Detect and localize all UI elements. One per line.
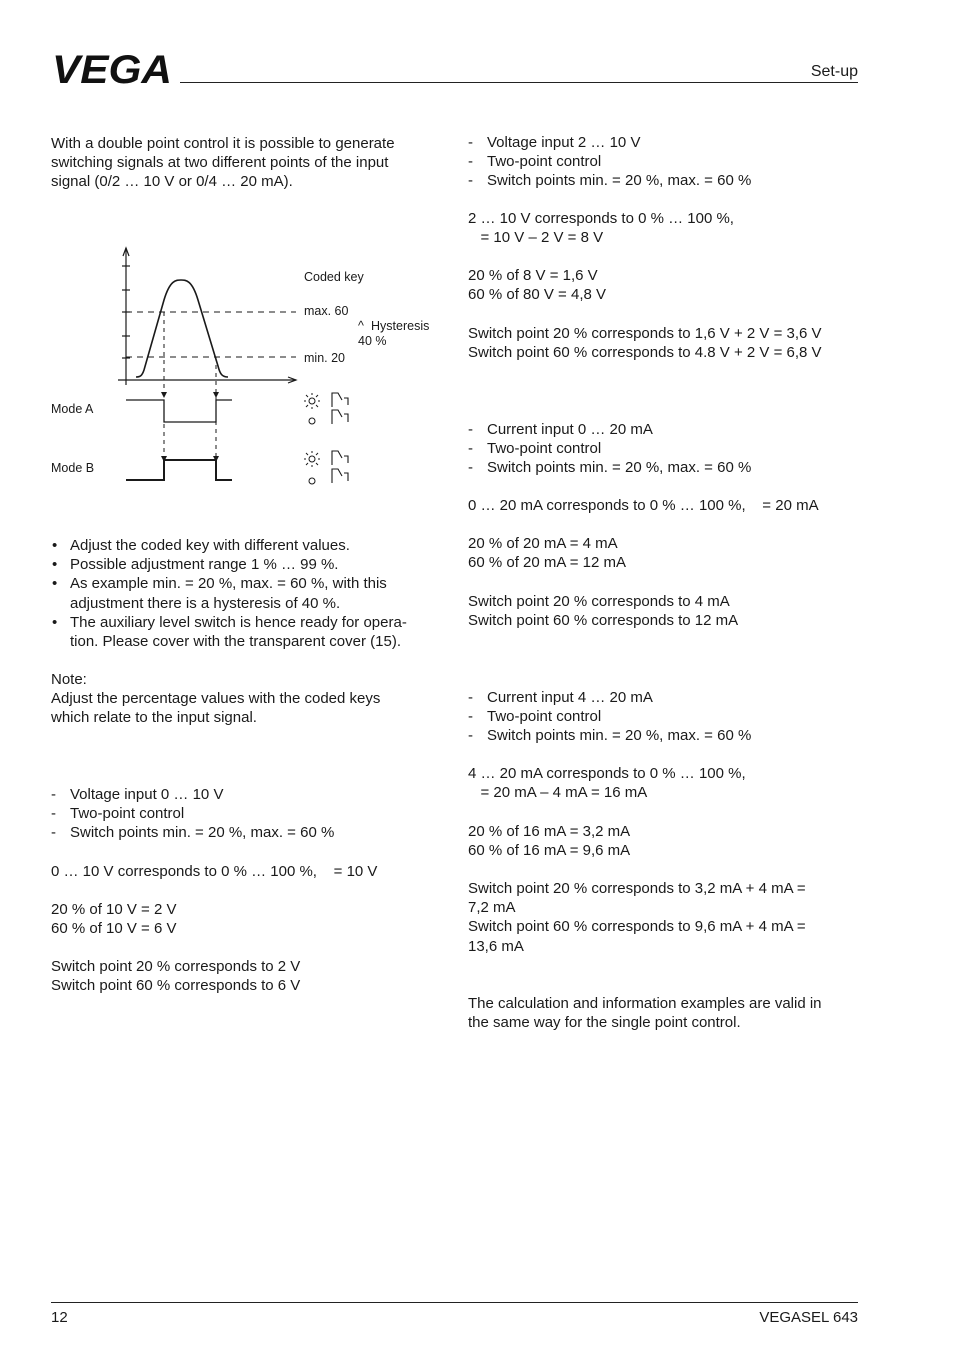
switch-block — [51, 957, 300, 995]
switch-line: Switch point 20 % corresponds to 1,6 V + 2 V = 3,6 V — [468, 325, 822, 342]
percent-line: 20 % of 20 mA = 4 mA — [468, 535, 618, 552]
range-line: = 20 mA – 4 mA = 16 mA — [468, 784, 648, 802]
note-line: Adjust the percentage values with the coded keys — [51, 690, 381, 708]
mode-a-label: Mode A — [51, 402, 94, 416]
percent-line: 20 % of 10 V = 2 V — [51, 901, 177, 918]
signal-axes — [118, 248, 296, 385]
list-item: - Two-point control — [468, 439, 751, 458]
switch-line: Switch point 60 % corresponds to 12 mA — [468, 612, 739, 630]
switch-line: Switch point 60 % corresponds to 9,6 mA + 4 mA = — [468, 918, 806, 936]
page-number: 12 — [51, 1309, 68, 1326]
ex1-switch-block — [468, 324, 822, 362]
relay-open-icon — [332, 410, 348, 424]
percent-line: 20 % of 8 V = 1,6 V — [468, 267, 598, 284]
ex2-switch-block — [468, 592, 738, 630]
section-title: Set-up — [810, 63, 858, 80]
ex2-percent-block — [468, 534, 626, 572]
percent-line: 60 % of 80 V = 4,8 V — [468, 286, 607, 304]
projection-arrows — [161, 392, 219, 462]
led-off-icon — [309, 478, 315, 484]
percent-line: 60 % of 20 mA = 12 mA — [468, 554, 627, 572]
hysteresis-caret: ^ — [358, 319, 364, 333]
ex3-range-block — [468, 764, 746, 802]
relay-closed-icon — [332, 393, 348, 407]
bullet-line: adjustment there is a hysteresis of 40 %. — [70, 594, 341, 612]
range-line: 0 … 10 V corresponds to 0 % … 100 %, = 10 V — [51, 863, 378, 880]
range-line: 4 … 20 mA corresponds to 0 % … 100 %, — [468, 765, 746, 782]
bullet-item — [51, 536, 441, 555]
relay-closed-icon — [332, 451, 348, 465]
list-item: - Switch points min. = 20 %, max. = 60 % — [468, 458, 751, 477]
mode-b-waveform — [126, 460, 232, 480]
example-current-0-20-list — [468, 420, 751, 478]
header — [0, 0, 954, 100]
mode-b-label: Mode B — [51, 461, 95, 475]
intro-line: switching signals at two different points of the input — [51, 154, 389, 172]
percent-line: 60 % of 10 V = 6 V — [51, 920, 177, 938]
range-line: 0 … 20 mA corresponds to 0 % … 100 %, = 20 mA — [468, 497, 819, 514]
closing-line: the same way for the single point control. — [468, 1014, 741, 1032]
switch-line: Switch point 60 % corresponds to 4.8 V + 2 V = 6,8 V — [468, 344, 822, 362]
ex3-percent-block — [468, 822, 630, 860]
ex1-range-block — [468, 209, 734, 247]
intro-paragraph — [51, 134, 395, 192]
switch-line: 7,2 mA — [468, 899, 516, 917]
switch-line: Switch point 60 % corresponds to 6 V — [51, 977, 301, 995]
relay-open-icon — [332, 469, 348, 483]
range-line: = 10 V – 2 V = 8 V — [468, 229, 604, 247]
bullet-line: Possible adjustment range 1 % … 99 %. — [70, 556, 339, 574]
example-voltage-2-10-list — [468, 133, 751, 191]
signal-curve — [136, 280, 228, 377]
switch-line: Switch point 20 % corresponds to 2 V — [51, 958, 301, 975]
switch-line: 13,6 mA — [468, 937, 524, 955]
ex3-switch-block — [468, 879, 806, 956]
bullet-line: Adjust the coded key with different values. — [70, 537, 350, 554]
bullet-item — [51, 613, 441, 651]
footer-rule — [51, 1302, 858, 1303]
max-label: max. 60 — [304, 304, 349, 318]
hysteresis-value: 40 % — [358, 334, 387, 348]
led-off-icon — [309, 418, 315, 424]
intro-line: With a double point control it is possible to generate — [51, 135, 395, 152]
instruction-bullets — [51, 536, 441, 651]
list-item: - Switch points min. = 20 %, max. = 60 % — [468, 726, 751, 745]
list-item: - Two-point control — [468, 152, 751, 171]
example-current-4-20-list — [468, 688, 751, 746]
led-on-icon — [304, 451, 320, 467]
list-item: - Voltage input 2 … 10 V — [468, 133, 751, 152]
mode-a-waveform — [126, 400, 232, 422]
example-voltage-0-10-list — [51, 785, 334, 843]
vega-logo — [52, 52, 174, 86]
bullet-item — [51, 555, 441, 574]
bullet-line: tion. Please cover with the transparent cover (15). — [70, 633, 401, 651]
percent-line: 60 % of 16 mA = 9,6 mA — [468, 842, 631, 860]
list-item: - Two-point control — [468, 707, 751, 726]
intro-line: signal (0/2 … 10 V or 0/4 … 20 mA). — [51, 173, 293, 191]
closing-paragraph — [468, 994, 822, 1032]
ex1-percent-block — [468, 266, 606, 304]
note-line: which relate to the input signal. — [51, 709, 257, 727]
range-line: 2 … 10 V corresponds to 0 % … 100 %, — [468, 210, 734, 227]
list-item: - Switch points min. = 20 %, max. = 60 % — [51, 823, 334, 842]
list-item: - Current input 4 … 20 mA — [468, 688, 751, 707]
document-name: VEGASEL 643 — [759, 1309, 858, 1326]
bullet-line: The auxiliary level switch is hence ready for opera- — [70, 613, 407, 631]
closing-line: The calculation and information examples are valid in — [468, 995, 822, 1012]
switch-line: Switch point 20 % corresponds to 4 mA — [468, 593, 730, 610]
percent-block — [51, 900, 177, 938]
list-item: - Switch points min. = 20 %, max. = 60 % — [468, 171, 751, 190]
percent-line: 20 % of 16 mA = 3,2 mA — [468, 823, 631, 840]
list-item: - Two-point control — [51, 804, 334, 823]
hysteresis-label: Hysteresis — [371, 319, 430, 333]
note-block — [51, 670, 380, 728]
led-on-icon — [304, 393, 320, 409]
switch-line: Switch point 20 % corresponds to 3,2 mA + 4 mA = — [468, 880, 806, 897]
switching-diagram — [40, 240, 460, 500]
list-item: - Current input 0 … 20 mA — [468, 420, 751, 439]
bullet-line: As example min. = 20 %, max. = 60 %, with this — [70, 575, 387, 593]
bullet-item — [51, 574, 441, 612]
list-item: - Voltage input 0 … 10 V — [51, 785, 334, 804]
svg-text:VEGA: VEGA — [52, 52, 172, 86]
coded-key-label: Coded key — [304, 270, 364, 284]
min-label: min. 20 — [304, 351, 345, 365]
header-rule — [180, 82, 858, 83]
note-heading: Note: — [51, 671, 87, 688]
